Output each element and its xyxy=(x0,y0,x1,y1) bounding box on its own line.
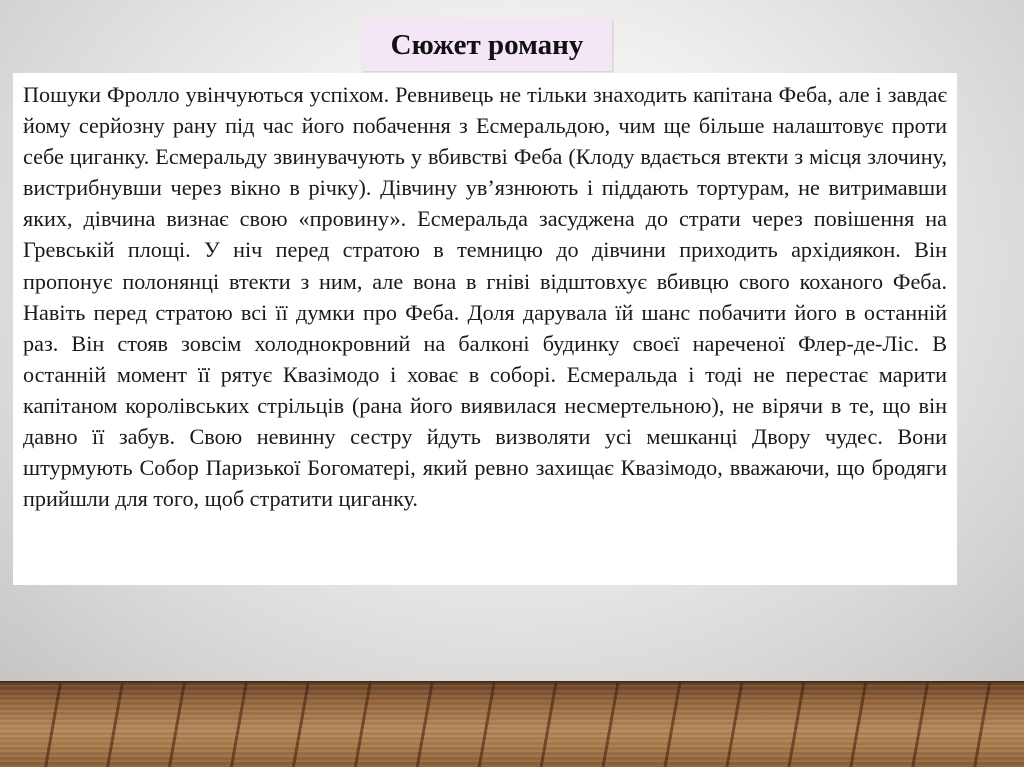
text-box xyxy=(13,73,957,585)
slide-body-text: Пошуки Фролло увінчуються успіхом. Ревнивець не тільки знаходить капітана Феба, але і завдає йому серйозну рану під час його побачення з Есмеральдою, чим ще більше налаштовує проти себе циганку. Есмеральду звинувачують у вбивстві Феба (Клоду вдається втекти з місця злочину, вистрибнувши через вікно в річку). Дівчину ув’язнюють і піддають тортурам, не витримавши яких, дівчина визнає свою «провину». Есмеральда засуджена до страти через повішення на Гревській площі. У ніч перед стратою в темницю до дівчини приходить архідиякон. Він пропонує полонянці втекти з ним, але вона в гніві відштовхує вбивцю свого коханого Феба. Навіть перед стратою всі її думки про Феба. Доля дарувала їй шанс побачити його в останній раз. Він стояв зовсім холоднокровний на балконі будинку своєї нареченої Флер-де-Ліс. В останній момент її рятує Квазімодо і ховає в соборі. Есмеральда і тоді не перестає марити капітаном королівських стрільців (рана його виявилася несмертельною), не вірячи в те, що він давно її забув. Свою невинну сестру йдуть визволяти усі мешканці Двору чудес. Вони штурмують Собор Паризької Богоматері, який ревно захищає Квазімодо, вважаючи, що бродяги прийшли для того, щоб стратити циганку. xyxy=(23,82,947,512)
title-box xyxy=(362,19,612,71)
slide-title: Сюжет роману xyxy=(390,28,584,61)
wooden-floor xyxy=(0,683,1024,767)
